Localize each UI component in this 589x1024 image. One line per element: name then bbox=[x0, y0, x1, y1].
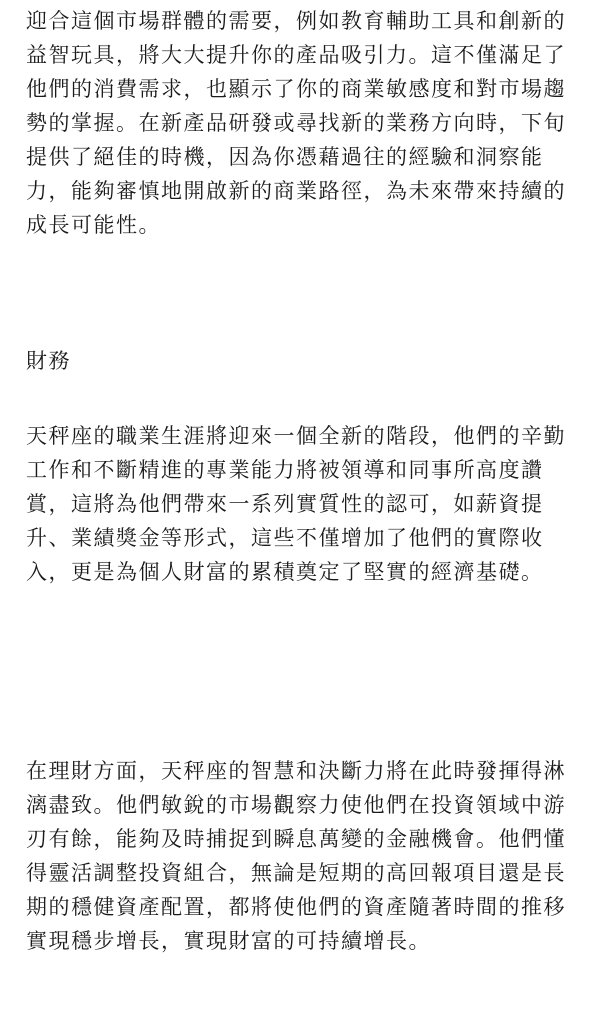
paragraph-career-recognition: 天秤座的職業生涯將迎來一個全新的階段，他們的辛勤工作和不斷精進的專業能力將被領導和同事所高度讚賞，這將為他們帶來一系列實質性的認可，如薪資提升、業績獎金等形式，這些不僅增加了他們的實際收入，更是為個人財富的累積奠定了堅實的經濟基礎。 bbox=[26, 424, 566, 584]
paragraph-wealth-management: 在理財方面，天秤座的智慧和決斷力將在此時發揮得淋漓盡致。他們敏銳的市場觀察力使他們在投資領域中游刃有餘，能夠及時捕捉到瞬息萬變的金融機會。他們懂得靈活調整投資組合，無論是短期的高回報項目還是長期的穩健資產配置，都將使他們的資產隨著時間的推移實現穩步增長，實現財富的可持續增長。 bbox=[26, 759, 566, 953]
paragraph-market-opportunity: 迎合這個市場群體的需要，例如教育輔助工具和創新的益智玩具，將大大提升你的產品吸引力。這不僅滿足了他們的消費需求，也顯示了你的商業敏感度和對市場趨勢的掌握。在新產品研發或尋找新的業務方向時，下旬提供了絕佳的時機，因為你憑藉過往的經驗和洞察能力，能夠審慎地開啟新的商業路徑，為未來帶來持續的成長可能性。 bbox=[26, 9, 566, 237]
section-heading-finance: 財務 bbox=[26, 349, 71, 373]
